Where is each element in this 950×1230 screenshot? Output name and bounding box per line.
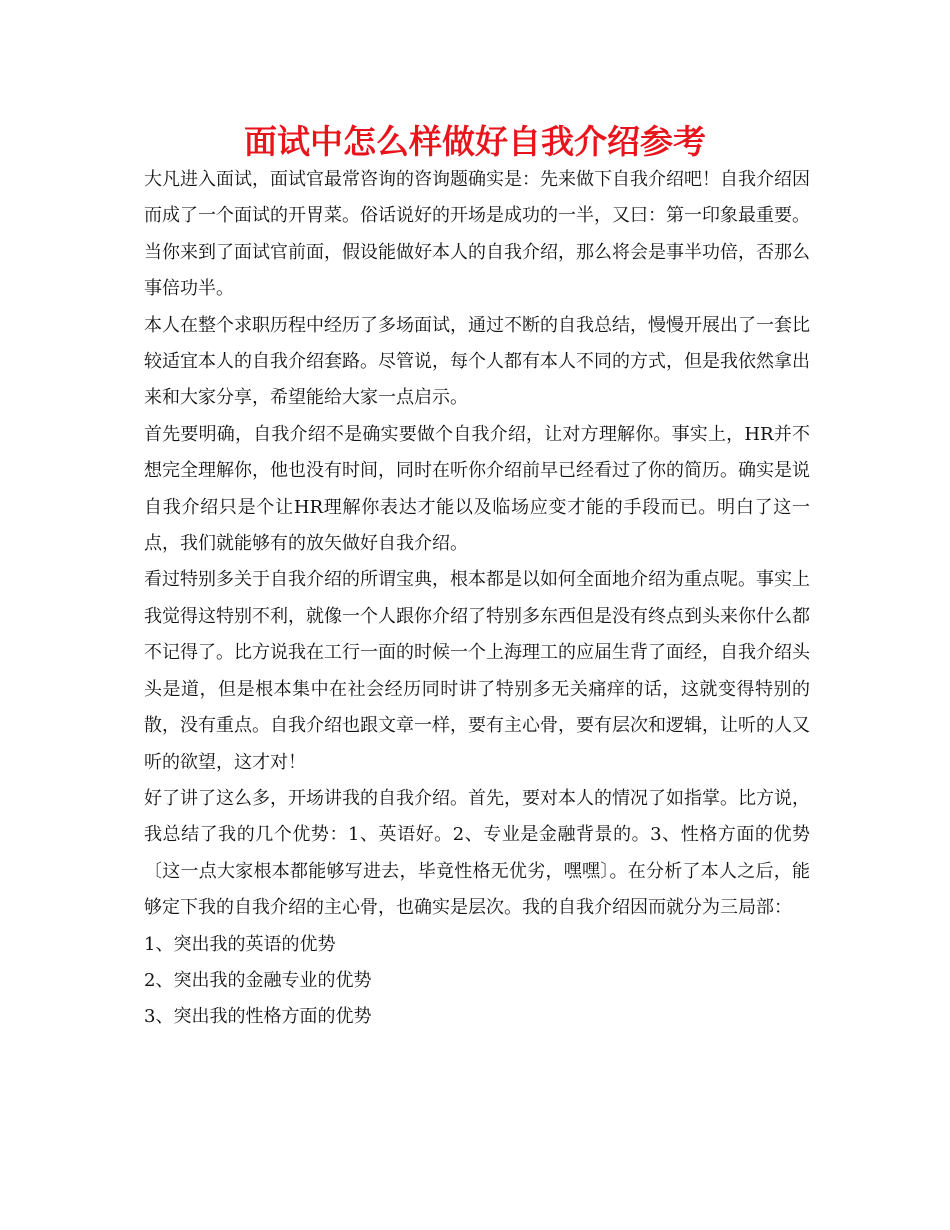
paragraph-purpose: 首先要明确，自我介绍不是确实要做个自我介绍，让对方理解你。事实上，HR并不想完全理解你，他也没有时间，同时在听你介绍前早已经看过了你的简历。确实是说自我介绍只是个让HR理解你表达才能以及临场应变才能的手段而已。明白了这一点，我们就能够有的放矢做好自我介绍。 xyxy=(144,423,810,555)
document-title: 面试中怎么样做好自我介绍参考 xyxy=(244,122,706,161)
paragraph-intro: 大凡进入面试，面试官最常咨询的咨询题确实是：先来做下自我介绍吧！自我介绍因而成了一个面试的开胃菜。俗话说好的开场是成功的一半，又曰：第一印象最重要。当你来到了面试官前面，假设能做好本人的自我介绍，那么将会是事半功倍，否那么事倍功半。 xyxy=(144,169,810,300)
list-item-personality: 3、突出我的性格方面的优势 xyxy=(144,1006,372,1028)
paragraph-experience: 本人在整个求职历程中经历了多场面试，通过不断的自我总结，慢慢开展出了一套比较适宜本人的自我介绍套路。尽管说，每个人都有本人不同的方式，但是我依然拿出来和大家分享，希望能给大家一点启示。 xyxy=(144,314,810,409)
paragraph-strengths: 好了讲了这么多，开场讲我的自我介绍。首先，要对本人的情况了如指掌。比方说，我总结了我的几个优势：1、英语好。2、专业是金融背景的。3、性格方面的优势〔这一点大家根本都能够写进去，毕竟性格无优劣，嘿嘿〕。在分析了本人之后，能够定下我的自我介绍的主心骨，也确实是层次。我的自我介绍因而就分为三局部： xyxy=(144,787,810,919)
paragraph-focus: 看过特别多关于自我介绍的所谓宝典，根本都是以如何全面地介绍为重点呢。事实上我觉得这特别不利，就像一个人跟你介绍了特别多东西但是没有终点到头来你什么都不记得了。比方说我在工行一面的时候一个上海理工的应届生背了面经，自我介绍头头是道，但是根本集中在社会经历同时讲了特别多无关痛痒的话，这就变得特别的散，没有重点。自我介绍也跟文章一样，要有主心骨，要有层次和逻辑，让听的人又听的欲望，这才对！ xyxy=(144,569,810,773)
document-body xyxy=(144,162,810,1036)
list-item-finance: 2、突出我的金融专业的优势 xyxy=(144,969,372,991)
list-item-english: 1、突出我的英语的优势 xyxy=(144,933,336,955)
